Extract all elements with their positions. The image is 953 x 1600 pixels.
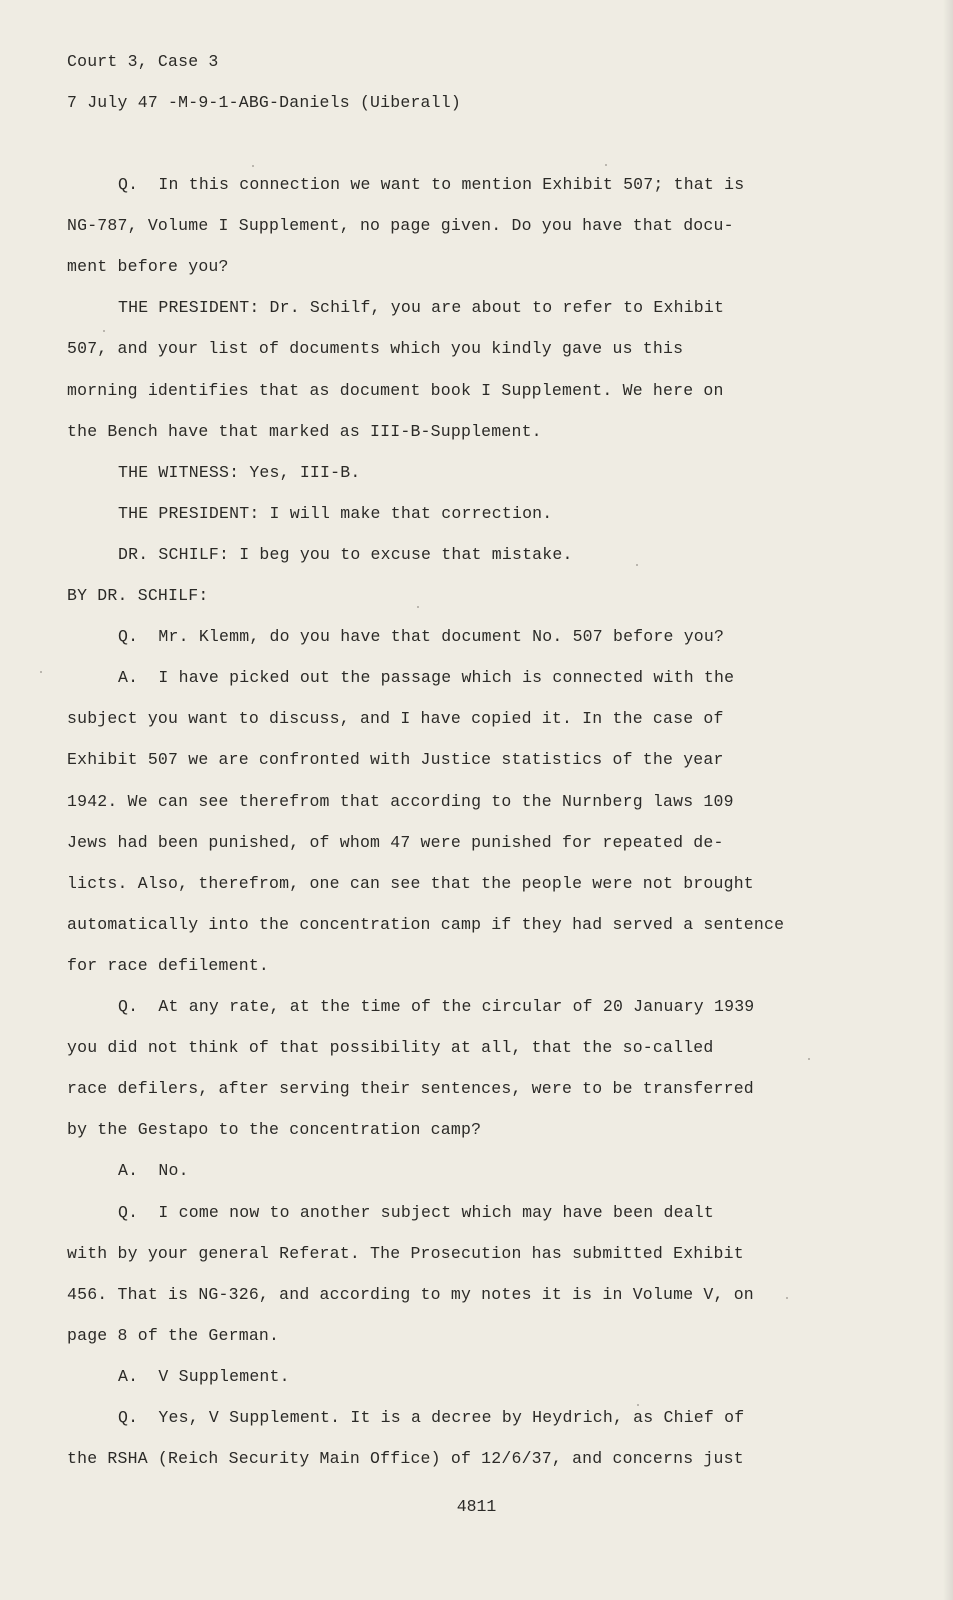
- date-session-line: 7 July 47 -M-9-1-ABG-Daniels (Uiberall): [67, 93, 461, 112]
- transcript-line: Q. Yes, V Supplement. It is a decree by Heydrich, as Chief of: [118, 1408, 745, 1427]
- transcript-line: you did not think of that possibility at all, that the so-called: [67, 1038, 714, 1057]
- transcript-line: THE PRESIDENT: Dr. Schilf, you are about to refer to Exhibit: [118, 298, 725, 317]
- transcript-line: Q. At any rate, at the time of the circular of 20 January 1939: [118, 997, 755, 1016]
- transcript-line: A. I have picked out the passage which is connected with the: [118, 668, 735, 687]
- transcript-line: Q. Mr. Klemm, do you have that document No. 507 before you?: [118, 627, 725, 646]
- paper-speck: [252, 165, 254, 167]
- transcript-line: Exhibit 507 we are confronted with Justice statistics of the year: [67, 750, 724, 769]
- transcript-line: for race defilement.: [67, 956, 270, 975]
- transcript-line: race defilers, after serving their sentences, were to be transferred: [67, 1079, 754, 1098]
- paper-speck: [808, 1058, 810, 1060]
- paper-speck: [637, 1404, 639, 1406]
- transcript-line: automatically into the concentration camp if they had served a sentence: [67, 915, 785, 934]
- paper-speck: [417, 606, 419, 608]
- transcript-line: licts. Also, therefrom, one can see that the people were not brought: [67, 874, 754, 893]
- transcript-line: Q. In this connection we want to mention Exhibit 507; that is: [118, 175, 745, 194]
- transcript-line: the Bench have that marked as III-B-Supplement.: [67, 422, 542, 441]
- transcript-line: 507, and your list of documents which you kindly gave us this: [67, 339, 684, 358]
- transcript-line: subject you want to discuss, and I have copied it. In the case of: [67, 709, 724, 728]
- paper-speck: [786, 1297, 788, 1299]
- page-number: 4811: [456, 1497, 497, 1516]
- transcript-line: the RSHA (Reich Security Main Office) of 12/6/37, and concerns just: [67, 1449, 744, 1468]
- paper-speck: [636, 564, 638, 566]
- court-case-line: Court 3, Case 3: [67, 52, 219, 71]
- transcript-line: A. No.: [118, 1161, 189, 1180]
- transcript-line: ment before you?: [67, 257, 229, 276]
- transcript-line: morning identifies that as document book I Supplement. We here on: [67, 381, 724, 400]
- transcript-line: THE WITNESS: Yes, III-B.: [118, 463, 361, 482]
- paper-speck: [605, 164, 607, 166]
- transcript-line: BY DR. SCHILF:: [67, 586, 209, 605]
- transcript-line: Jews had been punished, of whom 47 were punished for repeated de-: [67, 833, 724, 852]
- transcript-line: Q. I come now to another subject which may have been dealt: [118, 1203, 714, 1222]
- transcript-line: 456. That is NG-326, and according to my notes it is in Volume V, on: [67, 1285, 754, 1304]
- transcript-line: DR. SCHILF: I beg you to excuse that mistake.: [118, 545, 573, 564]
- transcript-line: 1942. We can see therefrom that according to the Nurnberg laws 109: [67, 792, 734, 811]
- transcript-line: A. V Supplement.: [118, 1367, 290, 1386]
- transcript-line: NG-787, Volume I Supplement, no page given. Do you have that docu-: [67, 216, 734, 235]
- transcript-line: page 8 of the German.: [67, 1326, 280, 1345]
- transcript-line: THE PRESIDENT: I will make that correction.: [118, 504, 553, 523]
- paper-speck: [103, 330, 105, 332]
- transcript-line: by the Gestapo to the concentration camp?: [67, 1120, 482, 1139]
- transcript-line: with by your general Referat. The Prosecution has submitted Exhibit: [67, 1244, 744, 1263]
- paper-speck: [40, 671, 42, 673]
